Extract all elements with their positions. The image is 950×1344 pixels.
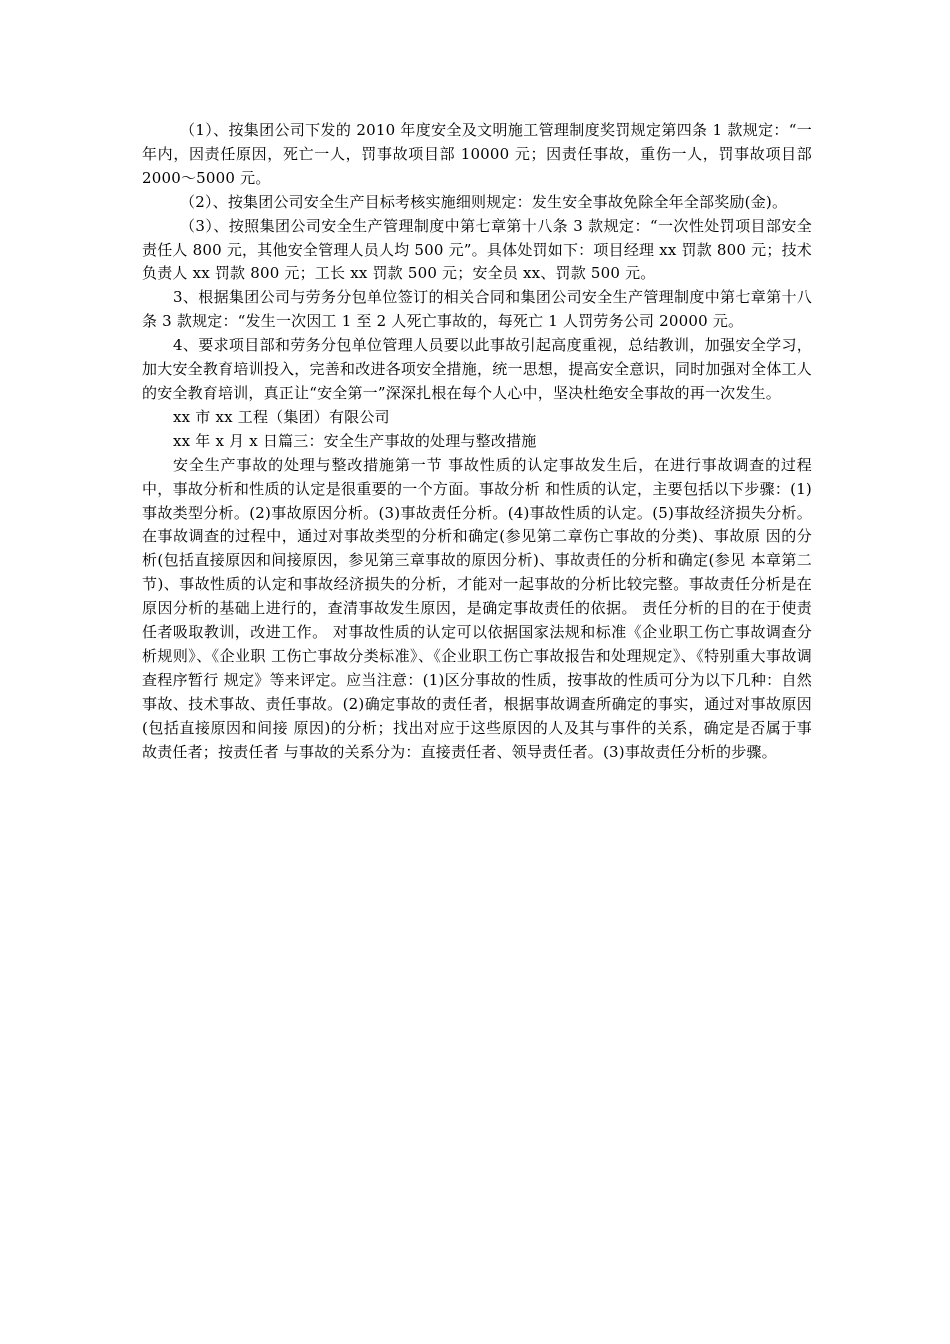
company-signature: xx 市 xx 工程（集团）有限公司 <box>173 407 390 426</box>
paragraph-accident-analysis: 安全生产事故的处理与整改措施第一节 事故性质的认定事故发生后，在进行事故调查的过程中，事故分析和性质的认定是很重要的一个方面。事故分析 和性质的认定，主要包括以下步骤：(1)事故类型分析。(2)事故原因分析。(3)事故责任分析。(4)事故性质的认定。(5)事故经济损失分析。在事故调查的过程中，通过对事故类型的分析和确定(参见第二章伤亡事故的分类)、事故原 因的分析(包括直接原因和间接原因，参见第三章事故的原因分析)、事故责任的分析和确定(参见 本章第二节)、事故性质的认定和事故经济损失的分析，才能对一起事故的分析比较完整。事故责任分析是在原因分析的基础上进行的，查清事故发生原因，是确定事故责任的依据。 责任分析的目的在于使责任者吸取教训，改进工作。 对事故性质的认定可以依据国家法规和标准《企业职工伤亡事故调查分析规则》、《企业职 工伤亡事故分类标准》、《企业职工伤亡事故报告和处理规定》、《特别重大事故调查程序暂行 规定》等来评定。应当注意：(1)区分事故的性质，按事故的性质可分为以下几种：自然事故、技术事故、责任事故。(2)确定事故的责任者，根据事故调查所确定的事实，通过对事故原因(包括直接原因和间接 原因)的分析；找出对应于这些原因的人及其与事件的关系，确定是否属于事故责任者；按责任者 与事故的关系分为：直接责任者、领导责任者。(3)事故责任分析的步骤。 <box>142 455 812 761</box>
date-and-section-title: xx 年 x 月 x 日篇三：安全生产事故的处理与整改措施 <box>173 431 537 450</box>
paragraph-penalty-1: （1）、按集团公司下发的 2010 年度安全及文明施工管理制度奖罚规定第四条 1 款规定：“一年内，因责任原因，死亡一人，罚事故项目部 10000 元；因责任事故，重伤一人，罚事故项目部 2000～5000 元。 <box>142 121 812 187</box>
document-body <box>142 119 812 764</box>
paragraph-item-4: 4、要求项目部和劳务分包单位管理人员要以此事故引起高度重视，总结教训，加强安全学习，加大安全教育培训投入，完善和改进各项安全措施，统一思想，提高安全意识，同时加强对全体工人的安全教育培训，真正让“安全第一”深深扎根在每个人心中，坚决杜绝安全事故的再一次发生。 <box>142 336 812 402</box>
paragraph-penalty-2: （2）、按集团公司安全生产目标考核实施细则规定：发生安全事故免除全年全部奖励(金)。 <box>180 192 788 211</box>
paragraph-item-3: 3、根据集团公司与劳务分包单位签订的相关合同和集团公司安全生产管理制度中第七章第十八条 3 款规定：“发生一次因工 1 至 2 人死亡事故的，每死亡 1 人罚劳务公司 20000 元。 <box>142 288 812 331</box>
paragraph-penalty-3: （3）、按照集团公司安全生产管理制度中第七章第十八条 3 款规定：“一次性处罚项目部安全责任人 800 元，其他安全管理人员人均 500 元”。具体处罚如下：项目经理 xx 罚款 800 元；技术负责人 xx 罚款 800 元；工长 xx 罚款 500 元；安全员 xx、罚款 500 元。 <box>142 216 812 283</box>
